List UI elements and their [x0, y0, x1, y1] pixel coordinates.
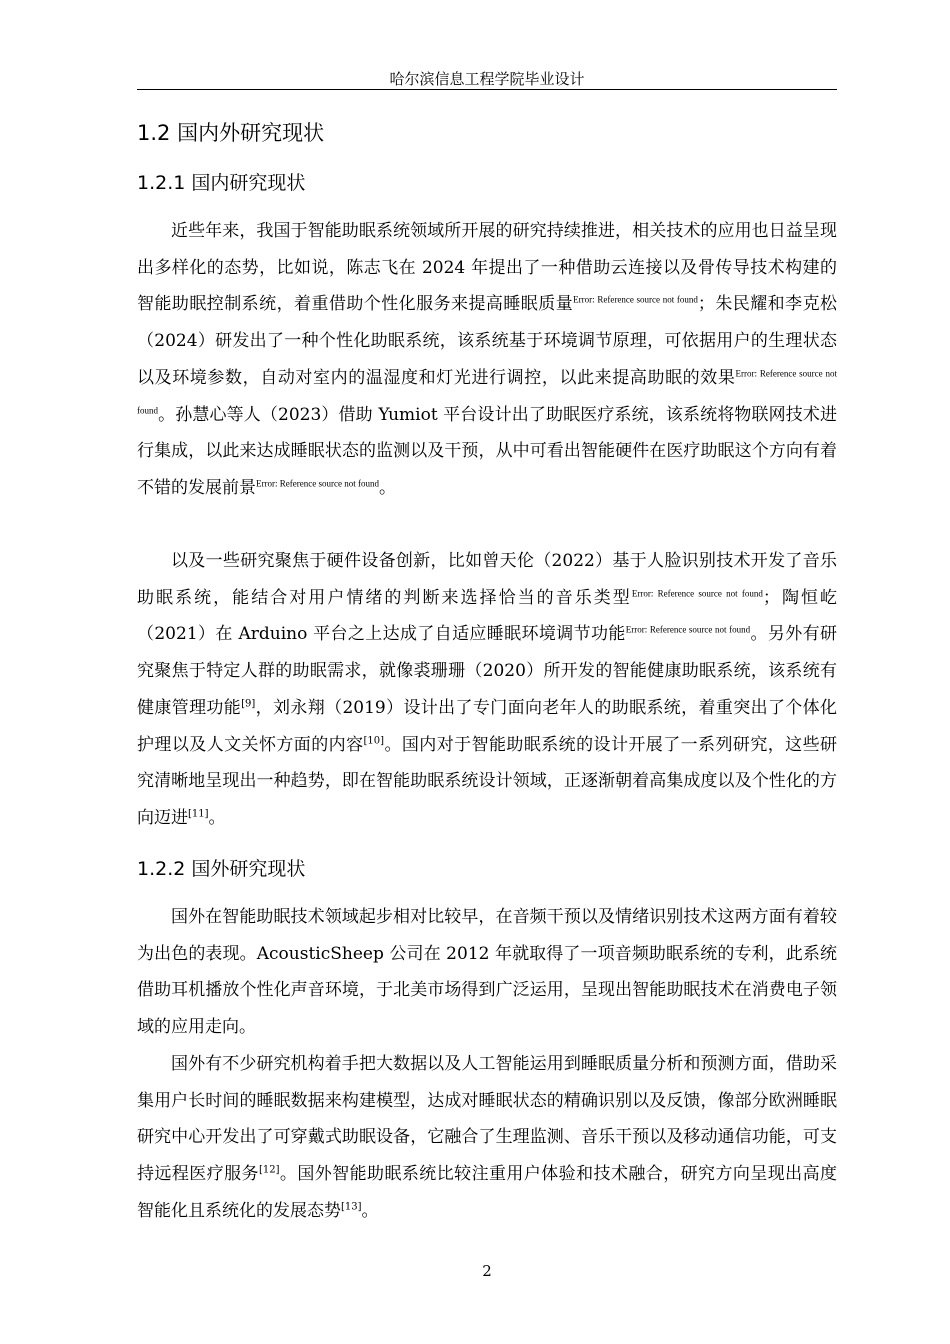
text-run: 。: [208, 807, 226, 828]
citation-error: Error: Reference source not found: [631, 588, 763, 599]
citation-error: Error: Reference source not found: [137, 368, 838, 415]
text-run: 国外有不少研究机构着手把大数据以及人工智能运用到睡眠质量分析和预测方面，借助采集用户长时间的睡眠数据来构建模型，达成对睡眠状态的精确识别以及反馈，像部分欧洲睡眠研究中心开发出了可穿戴式助眠设备，它融合了生理监测、音乐干预以及移动通信功能，可支持远程医疗服务: [137, 1054, 837, 1185]
citation-ref: [11]: [188, 808, 209, 820]
citation-ref: [12]: [258, 1164, 280, 1176]
citation-ref: [9]: [241, 698, 256, 710]
page-number: 2: [482, 1262, 492, 1280]
citation-error: Error: Reference source not found: [573, 294, 698, 305]
citation-ref: [10]: [363, 734, 385, 746]
text-run: ；陶恒屹（2021）在 Arduino 平台之上达成了自适应睡眠环境调节功能: [137, 587, 838, 645]
text-run: 。另外有研究聚焦于特定人群的助眠需求，就像裘珊珊（2020）所开发的智能健康助眠系统，该系统有健康管理功能: [137, 624, 837, 718]
paragraph-foreign-1: 国外在智能助眠技术领域起步相对比较早，在音频干预以及情绪识别技术这两方面有着较为出色的表现。AcousticSheep 公司在 2012 年就取得了一项音频助眠系统的专利，此系统借助耳机播放个性化声音环境，于北美市场得到广泛运用，呈现出智能助眠技术在消费电子领域的应用走向。: [137, 907, 837, 1038]
citation-error: Error: Reference source not found: [625, 624, 751, 635]
text-run: 。孙慧心等人（2023）借助 Yumiot 平台设计出了助眠医疗系统，该系统将物联网技术进行集成，以此来达成睡眠状态的监测以及干预，从中可看出智能硬件在医疗助眠这个方向有着不错的发展前景: [137, 404, 837, 498]
text-run: 。国外智能助眠系统比较注重用户体验和技术融合，研究方向呈现出高度智能化且系统化的发展态势: [137, 1164, 838, 1221]
paragraph-foreign-2: [137, 1046, 837, 1230]
paragraph-domestic-1: [137, 213, 837, 507]
subsection-heading-foreign: 1.2.2 国外研究现状: [137, 858, 306, 880]
citation-ref: [13]: [341, 1201, 362, 1213]
text-run: 。: [361, 1200, 379, 1221]
section-heading: 1.2 国内外研究现状: [137, 121, 325, 145]
citation-error: Error: Reference source not found: [256, 478, 379, 489]
text-run: ；朱民耀和李克松（2024）研发出了一种个性化助眠系统，该系统基于环境调节原理，可依据用户的生理状态以及环境参数，自动对室内的温湿度和灯光进行调控，以此来提高助眠的效果: [137, 294, 838, 388]
header-rule: [137, 89, 837, 90]
text-run: ，刘永翔（2019）设计出了专门面向老年人的助眠系统，着重突出了个体化护理以及人文关怀方面的内容: [137, 697, 838, 755]
text-run: 以及一些研究聚焦于硬件设备创新，比如曾天伦（2022）基于人脸识别技术开发了音乐助眠系统，能结合对用户情绪的判断来选择恰当的音乐类型: [137, 551, 837, 608]
text-run: 近些年来，我国于智能助眠系统领域所开展的研究持续推进，相关技术的应用也日益呈现出多样化的态势，比如说，陈志飞在 2024 年提出了一种借助云连接以及骨传导技术构建的智能助眠控制系统，着重借助个性化服务来提高睡眠质量: [137, 221, 837, 315]
page-header: 哈尔滨信息工程学院毕业设计: [389, 70, 585, 88]
paragraph-domestic-2: [137, 543, 837, 837]
subsection-heading-domestic: 1.2.1 国内研究现状: [137, 172, 306, 194]
text-run: 。: [378, 477, 396, 498]
text-run: 。国内对于智能助眠系统的设计开展了一系列研究，这些研究清晰地呈现出一种趋势，即在智能助眠系统设计领域，正逐渐朝着高集成度以及个性化的方向迈进: [137, 734, 838, 828]
